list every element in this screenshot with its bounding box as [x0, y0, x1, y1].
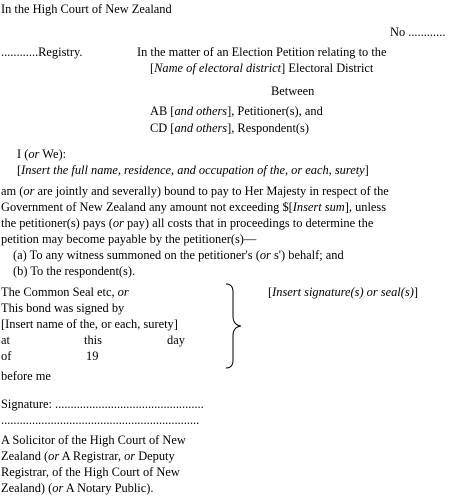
- proceeding-number: No ............: [390, 25, 446, 39]
- designation-line-1: A Solicitor of the High Court of New: [1, 433, 186, 447]
- petitioner-line: AB [and others], Petitioner(s), and: [150, 104, 323, 118]
- curly-brace: [224, 283, 246, 369]
- list-item-a: (a) To any witness summoned on the petitioner's (or s') behalf; and: [13, 248, 344, 262]
- electoral-district-line: [Name of electoral district] Electoral District: [150, 61, 374, 75]
- surety-pronoun-line: I (or We):: [17, 147, 67, 161]
- respondent-line: CD [and others], Respondent(s): [150, 121, 310, 135]
- witness-signature-line: Signature: ................................................: [1, 397, 204, 411]
- date-line-at: at this day: [1, 333, 185, 347]
- before-me: before me: [1, 369, 51, 383]
- witness-designation: [1, 432, 186, 496]
- designation-line-4: Zealand) (or A Notary Public).: [1, 481, 154, 495]
- seal-line: The Common Seal etc, or: [1, 285, 129, 299]
- witness-dots-line: ................................................................: [1, 413, 200, 427]
- body-line-2: Government of New Zealand any amount not exceeding $[Insert sum], unless: [1, 200, 387, 214]
- signature-instruction: [Insert signature(s) or seal(s)]: [268, 285, 418, 299]
- designation-line-2: Zealand (or A Registrar, or Deputy: [1, 449, 175, 463]
- registry-line: ............Registry.: [1, 45, 83, 59]
- matter-line: In the matter of an Election Petition relating to the: [137, 45, 387, 59]
- court-heading: In the High Court of New Zealand: [1, 2, 172, 16]
- bond-body: [1, 183, 389, 279]
- signed-by-line: This bond was signed by: [1, 301, 125, 315]
- surety-instruction: [Insert the full name, residence, and occupation of the, or each, surety]: [17, 163, 369, 177]
- body-line-4: petition may become payable by the petitioner(s)—: [1, 232, 257, 246]
- between-label: Between: [271, 84, 315, 98]
- list-item-b: (b) To the respondent(s).: [13, 264, 136, 278]
- district-suffix: Electoral District: [285, 61, 374, 75]
- body-line-3: the petitioner(s) pays (or pay) all costs that in proceedings to determine the: [1, 216, 374, 230]
- body-line-1: am (or are jointly and severally) bound to pay to Her Majesty in respect of the: [1, 184, 389, 198]
- execution-block: [1, 284, 201, 364]
- date-line-of: of 19: [1, 349, 99, 363]
- name-instruction: [Insert name of the, or each, surety]: [1, 317, 178, 331]
- designation-line-3: Registrar, of the High Court of New: [1, 465, 180, 479]
- district-placeholder: Name of electoral district: [154, 61, 282, 75]
